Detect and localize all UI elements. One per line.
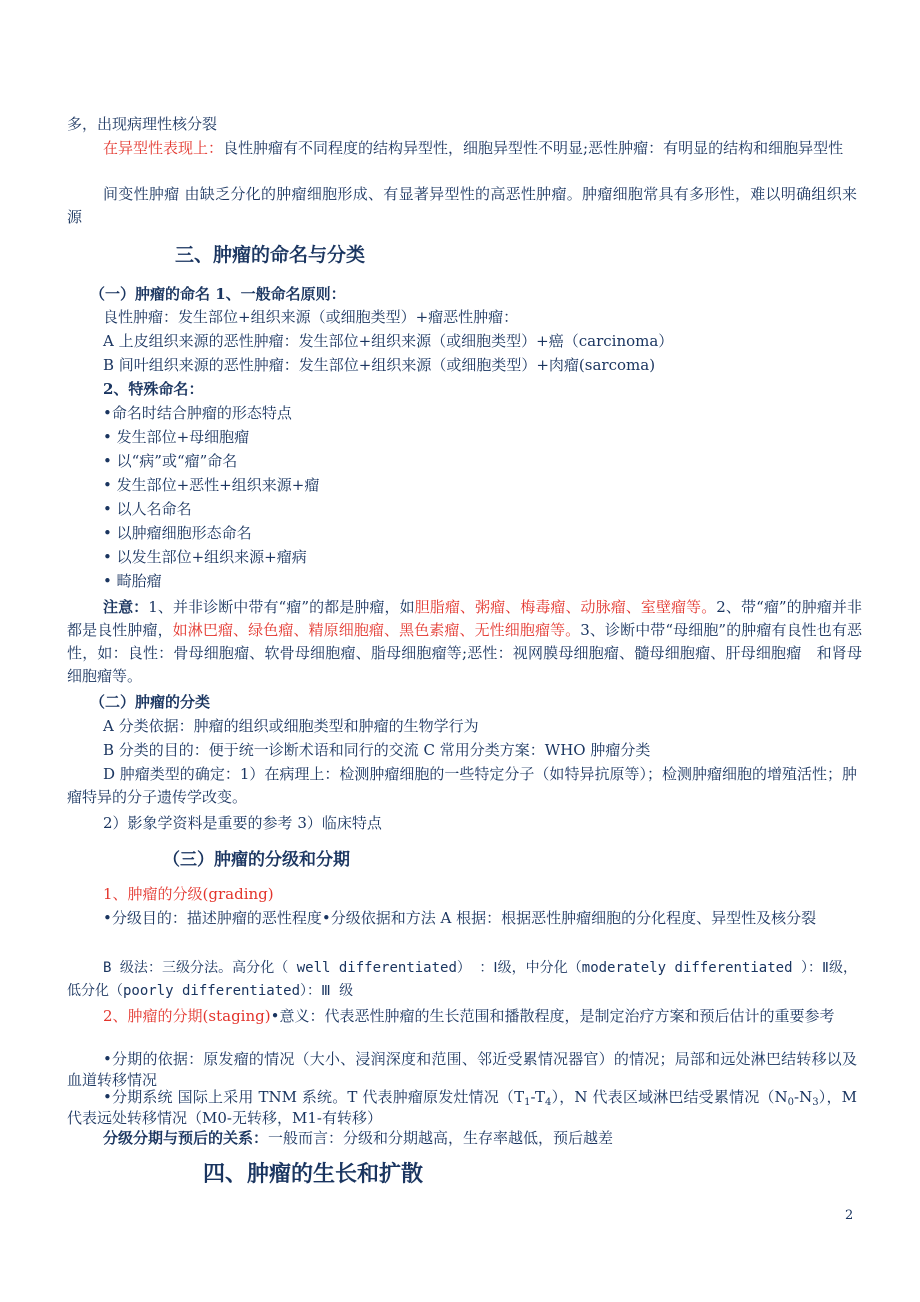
special-item: • 以肿瘤细胞形态命名 xyxy=(103,524,252,542)
page-number: 2 xyxy=(845,1208,854,1223)
classification-reference: 2）影象学资料是重要的参考 3）临床特点 xyxy=(103,814,382,832)
staging-heading: 2、肿瘤的分期(staging) xyxy=(103,1007,271,1025)
special-item: • 以人名命名 xyxy=(103,500,192,518)
classification-heading: （二）肿瘤的分类 xyxy=(90,693,211,711)
grading-purpose: •分级目的：描述肿瘤的恶性程度•分级依据和方法 A 根据：根据恶性肿瘤细胞的分化程度、异型性及核分裂 xyxy=(103,909,817,927)
section-3-heading: 三、肿瘤的命名与分类 xyxy=(175,244,366,266)
note-paragraph: 注意：1、并非诊断中带有“瘤”的都是肿瘤，如胆脂瘤、粥瘤、梅毒瘤、动脉瘤、室壁瘤等。2、带“瘤”的肿瘤并非都是良性肿瘤，如淋巴瘤、绿色瘤、精原细胞瘤、黑色素瘤、无性细胞瘤等。3、诊断中带“母细胞”的肿瘤有良性也有恶性，如：良性：骨母细胞瘤、软骨母细胞瘤、脂母细胞瘤等;恶性：视网膜母细胞瘤、髓母细胞瘤、肝母细胞瘤 和肾母细胞瘤等。 xyxy=(67,598,862,685)
benign-naming-line: 良性肿瘤：发生部位+组织来源（或细胞类型）+瘤恶性肿瘤： xyxy=(103,308,519,326)
classification-determination: D 肿瘤类型的确定：1）在病理上：检测肿瘤细胞的一些特定分子（如特异抗原等）；检测肿瘤细胞的增殖活性；肿瘤特异的分子遗传学改变。 xyxy=(67,765,857,806)
mesenchymal-naming-line: B 间叶组织来源的恶性肿瘤：发生部位+组织来源（或细胞类型）+肉瘤(sarcoma) xyxy=(103,356,656,374)
special-item: • 发生部位+恶性+组织来源+瘤 xyxy=(103,476,320,494)
note-label: 注意： xyxy=(103,598,149,616)
anaplastic-paragraph: 间变性肿瘤 由缺乏分化的肿瘤细胞形成、有显著异型性的高恶性肿瘤。肿瘤细胞常具有多形性，难以明确组织来源 xyxy=(67,185,857,226)
atypia-paragraph: 在异型性表现上：良性肿瘤有不同程度的结构异型性，细胞异型性不明显;恶性肿瘤：有明显的结构和细胞异型性 xyxy=(103,139,844,157)
prognosis-line: 分级分期与预后的关系：一般而言：分级和分期越高，生存率越低，预后越差 xyxy=(103,1129,614,1147)
intro-line: 多，出现病理性核分裂 xyxy=(67,115,218,133)
epithelial-naming-line: A 上皮组织来源的恶性肿瘤：发生部位+组织来源（或细胞类型）+癌（carcinoma） xyxy=(103,332,674,350)
classification-purpose: B 分类的目的：便于统一诊断术语和同行的交流 C 常用分类方案：WHO 肿瘤分类 xyxy=(103,741,651,759)
tnm-system: •分期系统 国际上采用 TNM 系统。T 代表肿瘤原发灶情况$(T_1-T_4)$，N 代表区域淋巴结受累情况$(N_0-N_3)$，M 代表远处转移情况（M0-无转移，M1-有转移） xyxy=(67,1088,858,1127)
special-item: • 以“病”或“瘤”命名 xyxy=(103,452,238,470)
special-item: •命名时结合肿瘤的形态特点 xyxy=(103,404,292,422)
staging-paragraph: 2、肿瘤的分期(staging)•意义：代表恶性肿瘤的生长范围和播散程度，是制定治疗方案和预后估计的重要参考 xyxy=(103,1007,835,1025)
staging-basis: •分期的依据：原发瘤的情况（大小、浸润深度和范围、邻近受累情况器官）的情况；局部和远处淋巴结转移以及血道转移情况 xyxy=(67,1050,857,1089)
classification-basis: A 分类依据：肿瘤的组织或细胞类型和肿瘤的生物学行为 xyxy=(103,717,479,735)
special-item: • 发生部位+母细胞瘤 xyxy=(103,428,250,446)
grading-staging-heading: （三）肿瘤的分级和分期 xyxy=(163,850,350,870)
special-naming-heading: 2、特殊命名： xyxy=(103,380,204,398)
special-item: • 以发生部位+组织来源+瘤病 xyxy=(103,548,307,566)
prognosis-label: 分级分期与预后的关系： xyxy=(103,1129,269,1147)
special-item: • 畸胎瘤 xyxy=(103,572,162,590)
grading-heading: 1、肿瘤的分级(grading) xyxy=(103,885,274,903)
naming-heading: （一）肿瘤的命名 1、一般命名原则： xyxy=(90,285,346,303)
grading-levels: B 级法：三级分法。高分化（ well differentiated） ：Ⅰ级，中分化（moderately differentiated ）：Ⅱ级，低分化（poorly differentiated）：Ⅲ 级 xyxy=(67,960,857,999)
section-4-heading: 四、肿瘤的生长和扩散 xyxy=(203,1161,424,1187)
atypia-label: 在异型性表现上： xyxy=(103,139,224,157)
